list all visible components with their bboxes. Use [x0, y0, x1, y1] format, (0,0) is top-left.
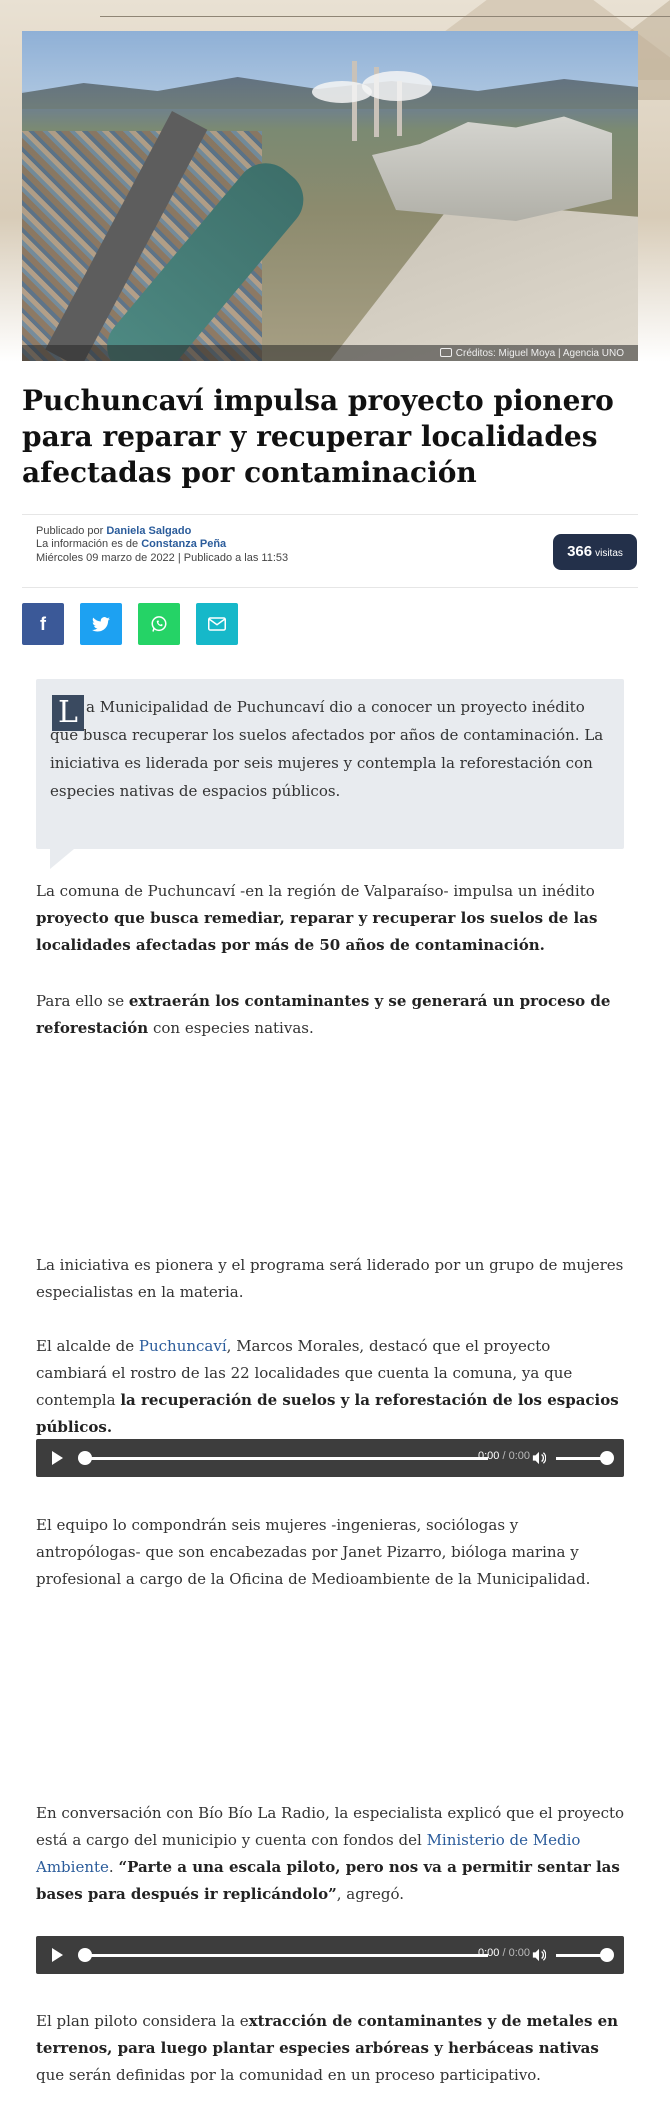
play-icon[interactable]	[52, 1451, 63, 1465]
whatsapp-icon	[150, 615, 168, 633]
paragraph-1: La comuna de Puchuncaví -en la región de Valparaíso- impulsa un inédito proyecto que busca remediar, reparar y recuperar los suelos de las localidades afectadas por más de 50 años de contaminación.	[36, 882, 598, 954]
volume-handle[interactable]	[600, 1948, 614, 1962]
audio-progress-handle[interactable]	[78, 1451, 92, 1465]
lead-tail	[50, 849, 74, 869]
twitter-icon	[92, 617, 110, 632]
audio-player-1	[36, 1439, 624, 1477]
facebook-icon: f	[40, 613, 46, 634]
volume-icon[interactable]	[532, 1451, 546, 1465]
share-email-button[interactable]	[196, 603, 238, 645]
lead-text: a Municipalidad de Puchuncaví dio a conocer un proyecto inédito que busca recuperar los suelos afectados por años de contaminación. La iniciativa es liderada por seis mujeres y contempla la reforestación con especies nativas de espacios públicos.	[50, 698, 604, 800]
volume-handle[interactable]	[600, 1451, 614, 1465]
author-link[interactable]: Daniela Salgado	[106, 525, 192, 537]
divider	[22, 514, 638, 515]
paragraph-7: El plan piloto considera la extracción de contaminantes y de metales en terrenos, para luego plantar especies arbóreas y herbáceas nativas que serán definidas por la comunidad en un proceso participativo.	[36, 2012, 619, 2084]
article-meta: Publicado por Daniela Salgado La información es de Constanza Peña Miércoles 09 marzo de 2022 | Publicado a las 11:53	[36, 525, 289, 564]
audio-player-2	[36, 1936, 624, 1974]
visits-count: 366	[567, 543, 593, 560]
email-icon	[208, 617, 226, 631]
share-facebook-button[interactable]	[22, 603, 64, 645]
audio-progress-handle[interactable]	[78, 1948, 92, 1962]
share-twitter-button[interactable]	[80, 603, 122, 645]
publish-date: Miércoles 09 marzo de 2022 | Publicado a las 11:53	[36, 552, 289, 564]
divider	[22, 587, 638, 588]
paragraph-6: En conversación con Bío Bío La Radio, la especialista explicó que el proyecto está a cargo del municipio y cuenta con fondos del Ministerio de Medio Ambiente. “Parte a una escala piloto, pero nos va a permitir sentar las bases para después ir replicándolo”, agregó.	[36, 1804, 625, 1903]
paragraph-2: Para ello se extraerán los contaminantes y se generará un proceso de reforestación con especies nativas.	[36, 992, 611, 1037]
visits-badge	[553, 534, 637, 570]
drop-cap: L	[52, 695, 84, 731]
volume-icon[interactable]	[532, 1948, 546, 1962]
audio-progress[interactable]	[86, 1954, 488, 1957]
source-link[interactable]: Constanza Peña	[141, 538, 227, 550]
ministerio-link[interactable]: Ministerio de Medio Ambiente	[36, 1831, 581, 1876]
play-icon[interactable]	[52, 1948, 63, 1962]
puchuncavi-link[interactable]: Puchuncaví	[138, 1337, 227, 1355]
article-title: Puchuncaví impulsa proyecto pionero para reparar y recuperar localidades afectadas por contaminación	[22, 384, 614, 489]
share-whatsapp-button[interactable]	[138, 603, 180, 645]
visits-label: visitas	[595, 548, 623, 559]
audio-time: 0:00 / 0:00	[477, 1450, 530, 1462]
paragraph-4: El alcalde de Puchuncaví, Marcos Morales, destacó que el proyecto cambiará el rostro de las 22 localidades que cuenta la comuna, ya que contempla la recuperación de suelos y la reforestación de los espacios públicos.	[36, 1337, 619, 1436]
hero-image	[22, 31, 638, 361]
camera-icon	[440, 348, 452, 357]
audio-time: 0:00 / 0:00	[477, 1947, 530, 1959]
photo-credit: Créditos: Miguel Moya | Agencia UNO	[440, 348, 624, 359]
article-lead	[36, 679, 624, 849]
audio-progress[interactable]	[86, 1457, 488, 1460]
paragraph-3: La iniciativa es pionera y el programa será liderado por un grupo de mujeres especialistas en la materia.	[36, 1256, 624, 1301]
paragraph-5: El equipo lo compondrán seis mujeres -ingenieras, sociólogas y antropólogas- que son encabezadas por Janet Pizarro, bióloga marina y profesional a cargo de la Oficina de Medioambiente de la Municipalidad.	[36, 1516, 591, 1588]
